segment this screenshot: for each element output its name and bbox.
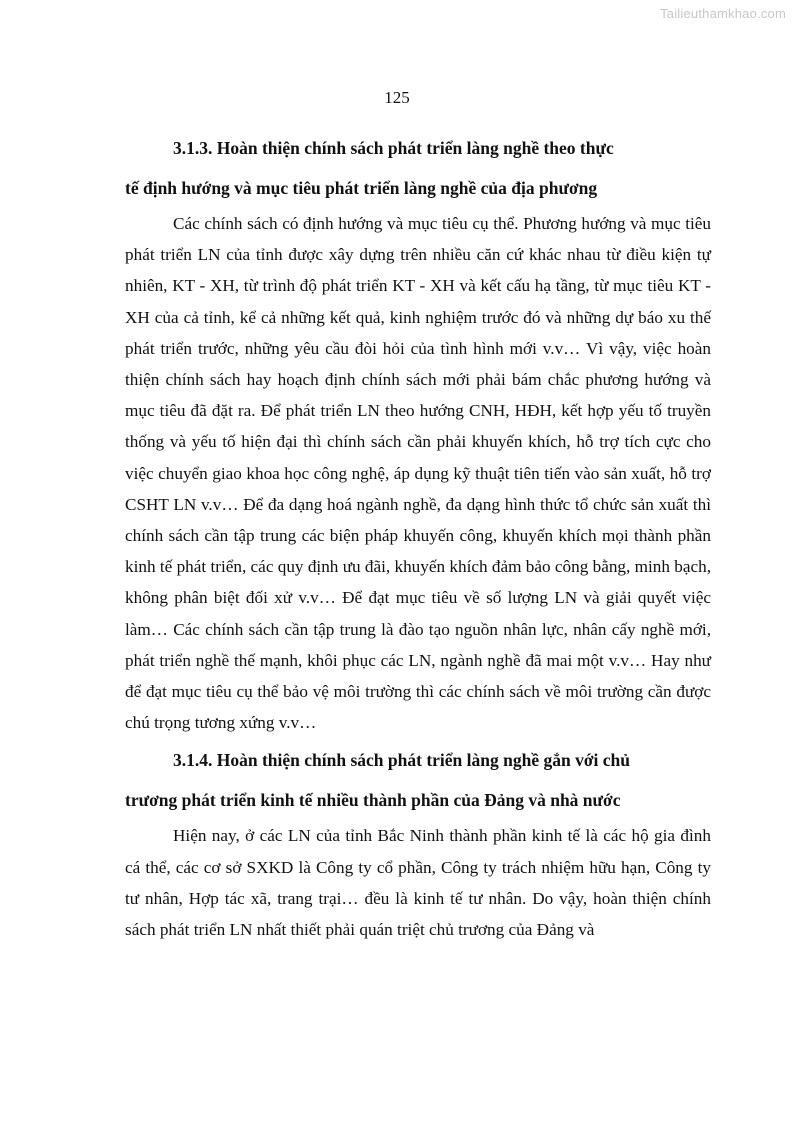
section-3-1-3-paragraph: Các chính sách có định hướng và mục tiêu cụ thể. Phương hướng và mục tiêu phát triển LN của tỉnh được xây dựng trên nhiều căn cứ khác nhau từ điều kiện tự nhiên, KT - XH, từ trình độ phát triển KT - XH và kết cấu hạ tầng, từ mục tiêu KT - XH của cả tỉnh, kể cả những kết quả, kinh nghiệm trước đó và những dự báo xu thế phát triển trước, những yêu cầu đòi hỏi của tình hình mới v.v… Vì vậy, việc hoàn thiện chính sách hay hoạch định chính sách mới phải bám chắc phương hướng và mục tiêu đã đặt ra. Để phát triển LN theo hướng CNH, HĐH, kết hợp yếu tố truyền thống và yếu tố hiện đại thì chính sách cần phải khuyến khích, hỗ trợ tích cực cho việc chuyển giao khoa học công nghệ, áp dụng kỹ thuật tiên tiến vào sản xuất, hỗ trợ CSHT LN v.v… Để đa dạng hoá ngành nghề, đa dạng hình thức tổ chức sản xuất thì chính sách cần tập trung các biện pháp khuyến công, khuyến khích mọi thành phần kinh tế phát triển, các quy định ưu đãi, khuyến khích đảm bảo công bằng, minh bạch, không phân biệt đối xử v.v… Để đạt mục tiêu về số lượng LN và giải quyết việc làm… Các chính sách cần tập trung là đào tạo nguồn nhân lực, nhân cấy nghề mới, phát triển nghề thế mạnh, khôi phục các LN, ngành nghề đã mai một v.v… Hay như để đạt mục tiêu cụ thể bảo vệ môi trường thì các chính sách về môi trường cần được chú trọng tương xứng v.v…	[125, 214, 711, 733]
section-heading-3-1-4-line1: 3.1.4. Hoàn thiện chính sách phát triển làng nghề gắn với chủ	[173, 750, 630, 771]
section-heading-3-1-3-line1: 3.1.3. Hoàn thiện chính sách phát triển làng nghề theo thực	[173, 138, 614, 158]
section-heading-3-1-4-line2: trương phát triển kinh tế nhiều thành phần của Đảng và nhà nước	[125, 790, 621, 811]
section-heading-3-1-3	[125, 128, 711, 208]
section-3-1-4-paragraph: Hiện nay, ở các LN của tỉnh Bắc Ninh thành phần kinh tế là các hộ gia đình cá thể, các cơ sở SXKD là Công ty cổ phần, Công ty trách nhiệm hữu hạn, Công ty tư nhân, Hợp tác xã, trang trại… đều là kinh tế tư nhân. Do vậy, hoàn thiện chính sách phát triển LN nhất thiết phải quán triệt chủ trương của Đảng và	[125, 826, 711, 940]
document-body	[125, 128, 711, 945]
watermark: Tailieuthamkhao.com	[660, 6, 786, 21]
section-heading-3-1-3-line2: tế định hướng và mục tiêu phát triển làng nghề của địa phương	[125, 178, 598, 198]
page-number: 125	[384, 88, 410, 107]
section-heading-3-1-4	[125, 740, 711, 820]
